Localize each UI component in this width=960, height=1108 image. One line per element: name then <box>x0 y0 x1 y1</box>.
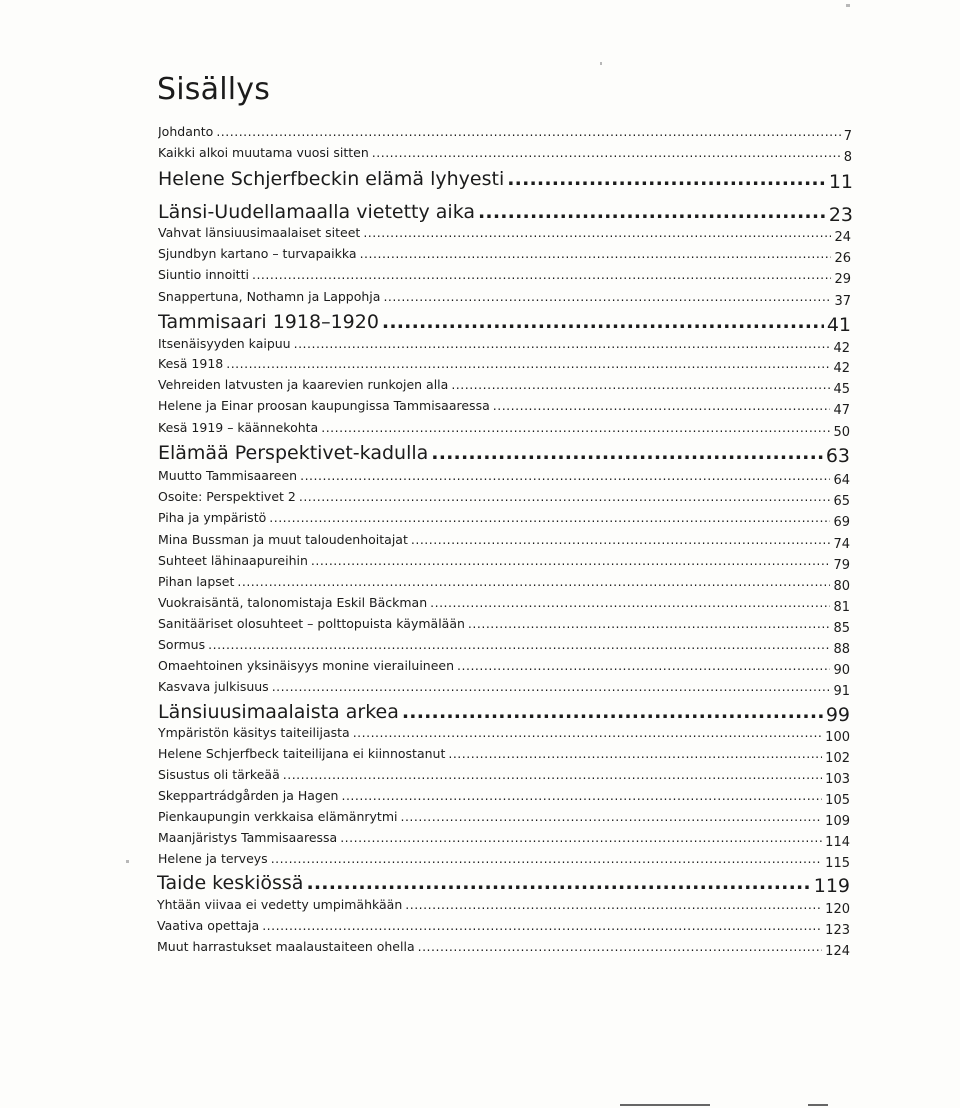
toc-entry-label: Pienkaupungin verkkaisa elämänrytmi <box>158 809 398 824</box>
toc-entry-label: Länsiuusimaalaista arkea <box>158 701 399 723</box>
toc-dot-leader <box>271 851 822 866</box>
toc-entry-label: Mina Bussman ja muut taloudenhoitajat <box>158 532 408 547</box>
toc-entry-label: Elämää Perspektivet-kadulla <box>158 442 429 464</box>
toc-dot-leader <box>299 489 831 504</box>
toc-chapter-row[interactable] <box>158 442 850 464</box>
toc-entry-label: Osoite: Perspektivet 2 <box>158 489 296 504</box>
toc-page-number: 114 <box>825 835 850 846</box>
toc-section-row[interactable] <box>158 553 850 569</box>
toc-section-row[interactable] <box>158 532 850 548</box>
toc-dot-leader <box>451 377 830 392</box>
toc-section-row[interactable] <box>158 658 850 674</box>
toc-page-number: 79 <box>833 558 850 569</box>
toc-dot-leader <box>341 788 822 803</box>
toc-page-number: 103 <box>825 772 850 783</box>
scan-speck <box>126 860 129 863</box>
toc-dot-leader <box>411 532 831 547</box>
toc-section-row[interactable] <box>158 637 850 653</box>
toc-section-row[interactable] <box>158 510 850 526</box>
toc-entry-label: Länsi-Uudellamaalla vietetty aika <box>158 201 476 223</box>
toc-page-number: 41 <box>826 314 851 333</box>
toc-section-row[interactable] <box>157 918 850 934</box>
toc-page-number: 65 <box>833 494 850 505</box>
toc-entry-label: Vahvat länsiuusimaalaiset siteet <box>158 225 361 240</box>
toc-entry-label: Ympäristön käsitys taiteilijasta <box>158 725 350 740</box>
toc-page-number: 69 <box>833 515 850 526</box>
toc-section-row[interactable] <box>158 809 850 825</box>
toc-page-number: 90 <box>833 663 850 674</box>
toc-section-row[interactable] <box>158 746 850 762</box>
toc-entry-label: Maanjäristys Tammisaaressa <box>158 830 338 845</box>
toc-section-row[interactable] <box>158 145 852 161</box>
toc-section-row[interactable] <box>158 420 850 436</box>
toc-section-row[interactable] <box>158 225 851 241</box>
toc-entry-label: Helene Schjerfbeckin elämä lyhyesti <box>158 168 505 190</box>
toc-entry-label: Snappertuna, Nothamn ja Lappohja <box>158 289 381 304</box>
toc-dot-leader <box>300 468 830 483</box>
toc-dot-leader <box>306 872 810 894</box>
toc-section-row[interactable] <box>158 267 851 283</box>
toc-entry-label: Kesä 1919 – käännekohta <box>158 420 319 435</box>
toc-dot-leader <box>272 679 831 694</box>
toc-entry-label: Vaativa opettaja <box>157 918 260 933</box>
toc-entry-label: Siuntio innoitti <box>158 267 249 282</box>
toc-section-row[interactable] <box>157 939 850 955</box>
toc-page-number: 8 <box>843 150 852 161</box>
toc-entry-label: Tammisaari 1918–1920 <box>158 311 379 333</box>
toc-entry-label: Taide keskiössä <box>157 872 304 894</box>
toc-dot-leader <box>216 124 840 139</box>
toc-page-number: 45 <box>833 382 850 393</box>
toc-chapter-row[interactable] <box>158 168 853 190</box>
toc-entry-label: Suhteet lähinaapureihin <box>158 553 308 568</box>
toc-dot-leader <box>478 201 826 223</box>
toc-entry-label: Piha ja ympäristö <box>158 510 267 525</box>
toc-page-number: 64 <box>833 473 850 484</box>
toc-chapter-row[interactable] <box>158 311 851 333</box>
toc-dot-leader <box>226 356 830 371</box>
toc-dot-leader <box>208 637 830 652</box>
toc-dot-leader <box>340 830 822 845</box>
toc-page-number: 29 <box>834 272 851 283</box>
toc-entry-label: Muut harrastukset maalaustaiteen ohella <box>157 939 415 954</box>
toc-chapter-row[interactable] <box>158 201 853 223</box>
toc-section-row[interactable] <box>158 489 850 505</box>
toc-page-number: 47 <box>833 403 850 414</box>
toc-dot-leader <box>311 553 831 568</box>
toc-dot-leader <box>468 616 831 631</box>
toc-section-row[interactable] <box>158 336 850 352</box>
toc-page-number: 123 <box>825 923 850 934</box>
toc-entry-label: Helene ja terveys <box>158 851 268 866</box>
toc-dot-leader <box>431 442 823 464</box>
toc-entry-label: Vehreiden latvusten ja kaarevien runkojen alla <box>158 377 449 392</box>
toc-entry-label: Itsenäisyyden kaipuu <box>158 336 291 351</box>
toc-dot-leader <box>283 767 822 782</box>
toc-section-row[interactable] <box>158 851 850 867</box>
toc-page-number: 99 <box>825 704 850 723</box>
toc-entry-label: Muutto Tammisaareen <box>158 468 298 483</box>
toc-page-number: 91 <box>833 684 850 695</box>
toc-dot-leader <box>400 809 822 824</box>
toc-section-row[interactable] <box>158 788 850 804</box>
toc-page-number: 88 <box>833 642 850 653</box>
toc-page-number: 23 <box>828 204 853 223</box>
toc-dot-leader <box>262 918 822 933</box>
toc-entry-label: Kesä 1918 <box>158 356 224 371</box>
toc-title: Sisällys <box>157 72 271 107</box>
toc-section-row[interactable] <box>158 289 851 305</box>
toc-section-row[interactable] <box>158 830 850 846</box>
toc-dot-leader <box>252 267 831 282</box>
toc-page-number: 124 <box>825 944 850 955</box>
scan-speck <box>620 1104 710 1106</box>
toc-page-number: 105 <box>825 793 850 804</box>
scan-speck <box>808 1104 828 1106</box>
toc-section-row[interactable] <box>158 595 850 611</box>
toc-section-row[interactable] <box>158 616 850 632</box>
toc-dot-leader <box>418 939 823 954</box>
toc-page-number: 119 <box>813 875 850 894</box>
toc-section-row[interactable] <box>158 725 850 741</box>
toc-page-number: 42 <box>833 361 850 372</box>
toc-dot-leader <box>353 725 822 740</box>
toc-page-number: 80 <box>833 579 850 590</box>
toc-section-row[interactable] <box>158 398 850 414</box>
toc-entry-label: Yhtään viivaa ei vedetty umpimähkään <box>157 897 403 912</box>
toc-entry-label: Sjundbyn kartano – turvapaikka <box>158 246 357 261</box>
toc-entry-label: Sormus <box>158 637 206 652</box>
toc-dot-leader <box>430 595 830 610</box>
toc-page-number: 50 <box>833 425 850 436</box>
toc-chapter-row[interactable] <box>158 701 850 723</box>
toc-dot-leader <box>382 311 824 333</box>
toc-entry-label: Sanitääriset olosuhteet – polttopuista käymälään <box>158 616 465 631</box>
toc-chapter-row[interactable] <box>157 872 850 894</box>
toc-page-number: 24 <box>834 230 851 241</box>
toc-entry-label: Pihan lapset <box>158 574 235 589</box>
toc-page-number: 26 <box>834 251 851 262</box>
toc-dot-leader <box>363 225 831 240</box>
toc-section-row[interactable] <box>158 574 850 590</box>
toc-entry-label: Omaehtoinen yksinäisyys monine vierailuineen <box>158 658 455 673</box>
toc-dot-leader <box>457 658 830 673</box>
toc-dot-leader <box>360 246 832 261</box>
toc-section-row[interactable] <box>158 124 852 140</box>
toc-entry-label: Sisustus oli tärkeää <box>158 767 280 782</box>
toc-entry-label: Vuokraisäntä, talonomistaja Eskil Bäckman <box>158 595 428 610</box>
scan-speck <box>846 4 850 7</box>
toc-page-number: 74 <box>833 537 850 548</box>
toc-dot-leader <box>493 398 831 413</box>
toc-dot-leader <box>294 336 831 351</box>
toc-entry-label: Helene ja Einar proosan kaupungissa Tammisaaressa <box>158 398 490 413</box>
toc-dot-leader <box>237 574 830 589</box>
toc-dot-leader <box>321 420 830 435</box>
toc-section-row[interactable] <box>158 679 850 695</box>
toc-section-row[interactable] <box>158 767 850 783</box>
toc-entry-label: Kaikki alkoi muutama vuosi sitten <box>158 145 369 160</box>
toc-dot-leader <box>269 510 830 525</box>
toc-entry-label: Kasvava julkisuus <box>158 679 269 694</box>
toc-section-row[interactable] <box>157 897 850 913</box>
toc-dot-leader <box>405 897 822 912</box>
toc-page-number: 11 <box>828 171 853 190</box>
toc-section-row[interactable] <box>158 468 850 484</box>
toc-page-number: 102 <box>825 751 850 762</box>
toc-entry-label: Skeppartrádgården ja Hagen <box>158 788 339 803</box>
toc-page-number: 100 <box>825 730 850 741</box>
toc-entry-label: Helene Schjerfbeck taiteilijana ei kiinnostanut <box>158 746 446 761</box>
toc-entry-label: Johdanto <box>158 124 214 139</box>
scan-speck <box>600 62 602 65</box>
toc-section-row[interactable] <box>158 356 850 372</box>
toc-page-number: 81 <box>833 600 850 611</box>
toc-page-number: 63 <box>825 445 850 464</box>
toc-page-number: 7 <box>843 129 852 140</box>
toc-page-number: 109 <box>825 814 850 825</box>
toc-section-row[interactable] <box>158 246 851 262</box>
toc-page-number: 115 <box>825 856 850 867</box>
toc-page-number: 85 <box>833 621 850 632</box>
toc-section-row[interactable] <box>158 377 850 393</box>
toc-dot-leader <box>402 701 823 723</box>
toc-page-number: 42 <box>833 341 850 352</box>
toc-dot-leader <box>383 289 831 304</box>
toc-page-number: 120 <box>825 902 850 913</box>
toc-page-number: 37 <box>834 294 851 305</box>
toc-dot-leader <box>372 145 841 160</box>
toc-dot-leader <box>507 168 826 190</box>
toc-dot-leader <box>448 746 822 761</box>
